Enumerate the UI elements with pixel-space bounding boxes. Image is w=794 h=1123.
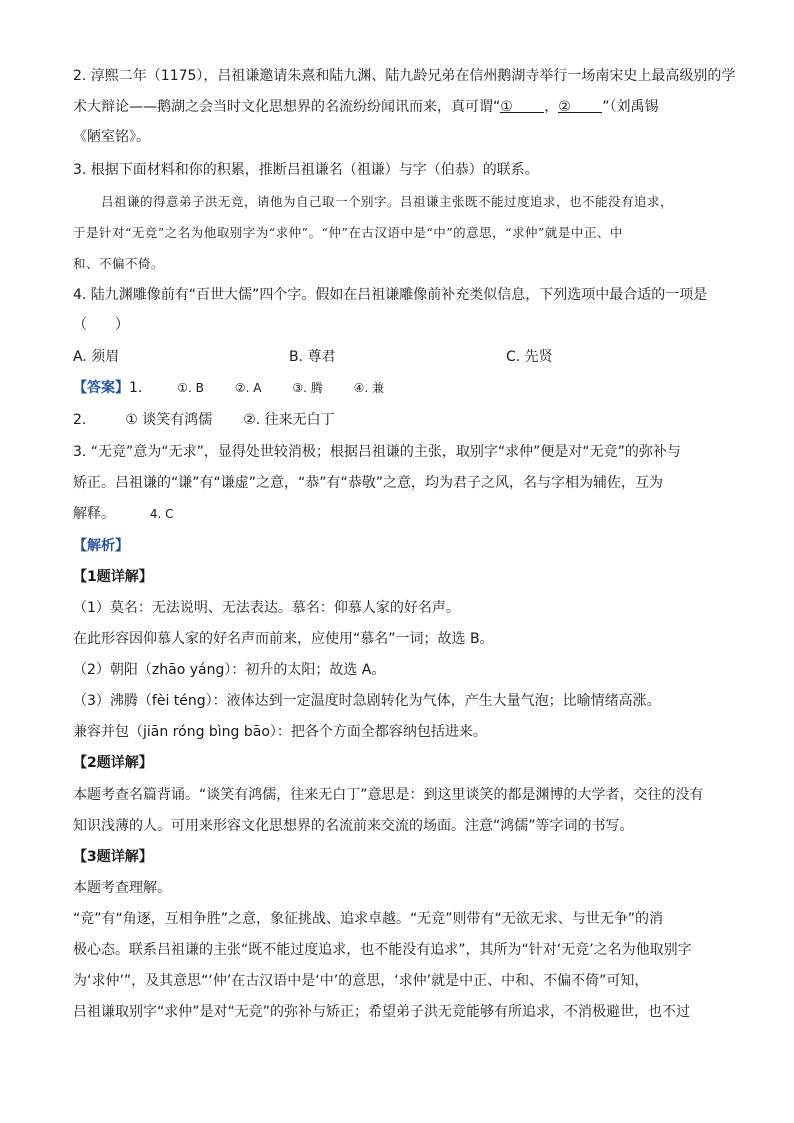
q2-blank-1-label: ① [500,99,513,115]
detail-3-line: 极心态。联系吕祖谦的主张“既不能过度追求，也不能没有追求”，其所为“针对‘无竞’之名为他取别字 [73,942,692,958]
q2-blank-1[interactable] [500,97,544,113]
answer-3-line: 3. “无竞”意为“无求”，显得处世较消极；根据吕祖谦的主张，取别字“求仲”便是对“无竞”的弥补与 [73,444,681,460]
answer-2-item [125,412,212,428]
answer-1-item [354,380,384,396]
detail-3-title: 【3题详解】 [73,849,153,865]
q2-blank-2[interactable] [558,97,602,113]
answer-1-item [292,380,322,396]
answer-1-number: 1. [129,380,143,396]
answer-1-item-text: . A [245,381,262,395]
detail-1-line: 在此形容因仰慕人家的好名声而前来，应使用“慕名”一词；故选 B。 [73,631,494,647]
q4-answer-paren: （ ） [73,317,129,333]
answer-1-item [235,380,262,396]
q2-blank-2-label: ② [558,99,571,115]
q2-separator: ， [544,99,559,115]
detail-1-line: （1）莫名：无法说明、无法表达。慕名：仰慕人家的好名声。 [73,600,460,616]
detail-1-title: 【1题详解】 [73,569,153,585]
q4-prompt: 4. 陆九渊雕像前有“百世大儒”四个字。假如在吕祖谦雕像前补充类似信息，下列选项中最合适的一项是 [73,287,708,303]
answer-2-item [243,412,334,428]
q4-option-a[interactable]: A. 须眉 [73,349,120,365]
answer-label: 【答案】 [73,380,129,396]
answer-1-item-text: . 兼 [364,381,385,395]
detail-3-line: 本题考查理解。 [73,880,171,896]
detail-2-line: 知识浅薄的人。可用来形容文化思想界的名流前来交流的场面。注意“鸿儒”等字词的书写。 [73,818,634,834]
circled-number-3: ③ [292,381,304,395]
answer-1-item-text: . B [188,381,204,395]
answer-line-1 [73,378,384,398]
q4-option-c[interactable]: C. 先贤 [506,349,553,365]
q3-material-line: 和、不偏不倚。 [73,256,165,271]
circled-number-4: ④ [353,381,365,395]
detail-1-line: 兼容并包（jiān róng bìng bāo）：把各个方面全都容纳包括进来。 [73,724,487,740]
detail-3-line: “竞”有“角逐，互相争胜”之意，象征挑战、追求卓越。“无竞”则带有“无欲无求、与世无争”的消 [73,911,664,927]
answer-1-item [177,380,204,396]
detail-1-line: （3）沸腾（fèi téng）：液体达到一定温度时急剧转化为气体，产生大量气泡；比喻情绪高涨。 [73,693,661,709]
circled-number-1: ① [177,381,189,395]
answer-3-line-text: 解释。 [73,506,115,522]
circled-number-2: ② [243,412,256,428]
answer-line-2 [73,410,335,430]
q4-option-b[interactable]: B. 尊君 [289,349,336,365]
detail-2-title: 【2题详解】 [73,755,153,771]
analysis-label: 【解析】 [73,538,129,554]
detail-3-line: 为‘求仲’”，及其意思“‘仲’在古汉语中是‘中’的意思，‘求仲’就是中正、中和、不偏不倚”可知， [73,973,649,989]
answer-3-line: 矫正。吕祖谦的“谦”有“谦虚”之意，“恭”有“恭敬”之意，均为君子之风，名与字相为辅佐，互为 [73,475,664,491]
answer-2-item-text: 谈笑有鸿儒 [142,412,213,428]
q2-line-2 [73,97,659,117]
detail-3-line: 吕祖谦取别字“求仲”是对“无竞”的弥补与矫正；希望弟子洪无竞能够有所追求，不消极避世，也不过 [73,1004,691,1020]
q3-prompt: 3. 根据下面材料和你的积累，推断吕祖谦名（祖谦）与字（伯恭）的联系。 [73,162,539,178]
detail-1-line: （2）朝阳（zhāo yáng）：初升的太阳；故选 A。 [73,662,386,678]
answer-2-item-text: . 往来无白丁 [255,412,335,428]
q2-line-2-tail: ”（刘禹锡 [602,99,659,115]
q3-material-line: 于是针对“无竞”之名为他取别字为“求仲”。“仲”在古汉语中是“中”的意思，“求仲”就是中正、中 [73,225,623,240]
detail-2-line: 本题考查名篇背诵。“谈笑有鸿儒，往来无白丁”意思是：到这里谈笑的都是渊博的大学者，交往的没有 [73,787,704,803]
answer-1-item-text: . 腾 [303,381,323,395]
answer-4: 4. C [149,507,174,521]
q2-line-1: 2. 淳熙二年（1175），吕祖谦邀请朱熹和陆九渊、陆九龄兄弟在信州鹅湖寺举行一场南宋史上最高级别的学 [73,68,736,84]
q3-material-line: 吕祖谦的得意弟子洪无竞，请他为自己取一个别字。吕祖谦主张既不能过度追求，也不能没有追求， [101,194,674,209]
answer-2-number: 2. [73,412,87,428]
circled-number-2: ② [234,381,246,395]
q2-line-3: 《陋室铭》。 [73,129,150,145]
answer-3-line-last [73,504,174,524]
q2-line-2-text: 术大辩论——鹅湖之会当时文化思想界的名流纷纷闻讯而来，真可谓“ [73,99,501,115]
q4-options [73,347,733,367]
circled-number-1: ① [125,412,138,428]
